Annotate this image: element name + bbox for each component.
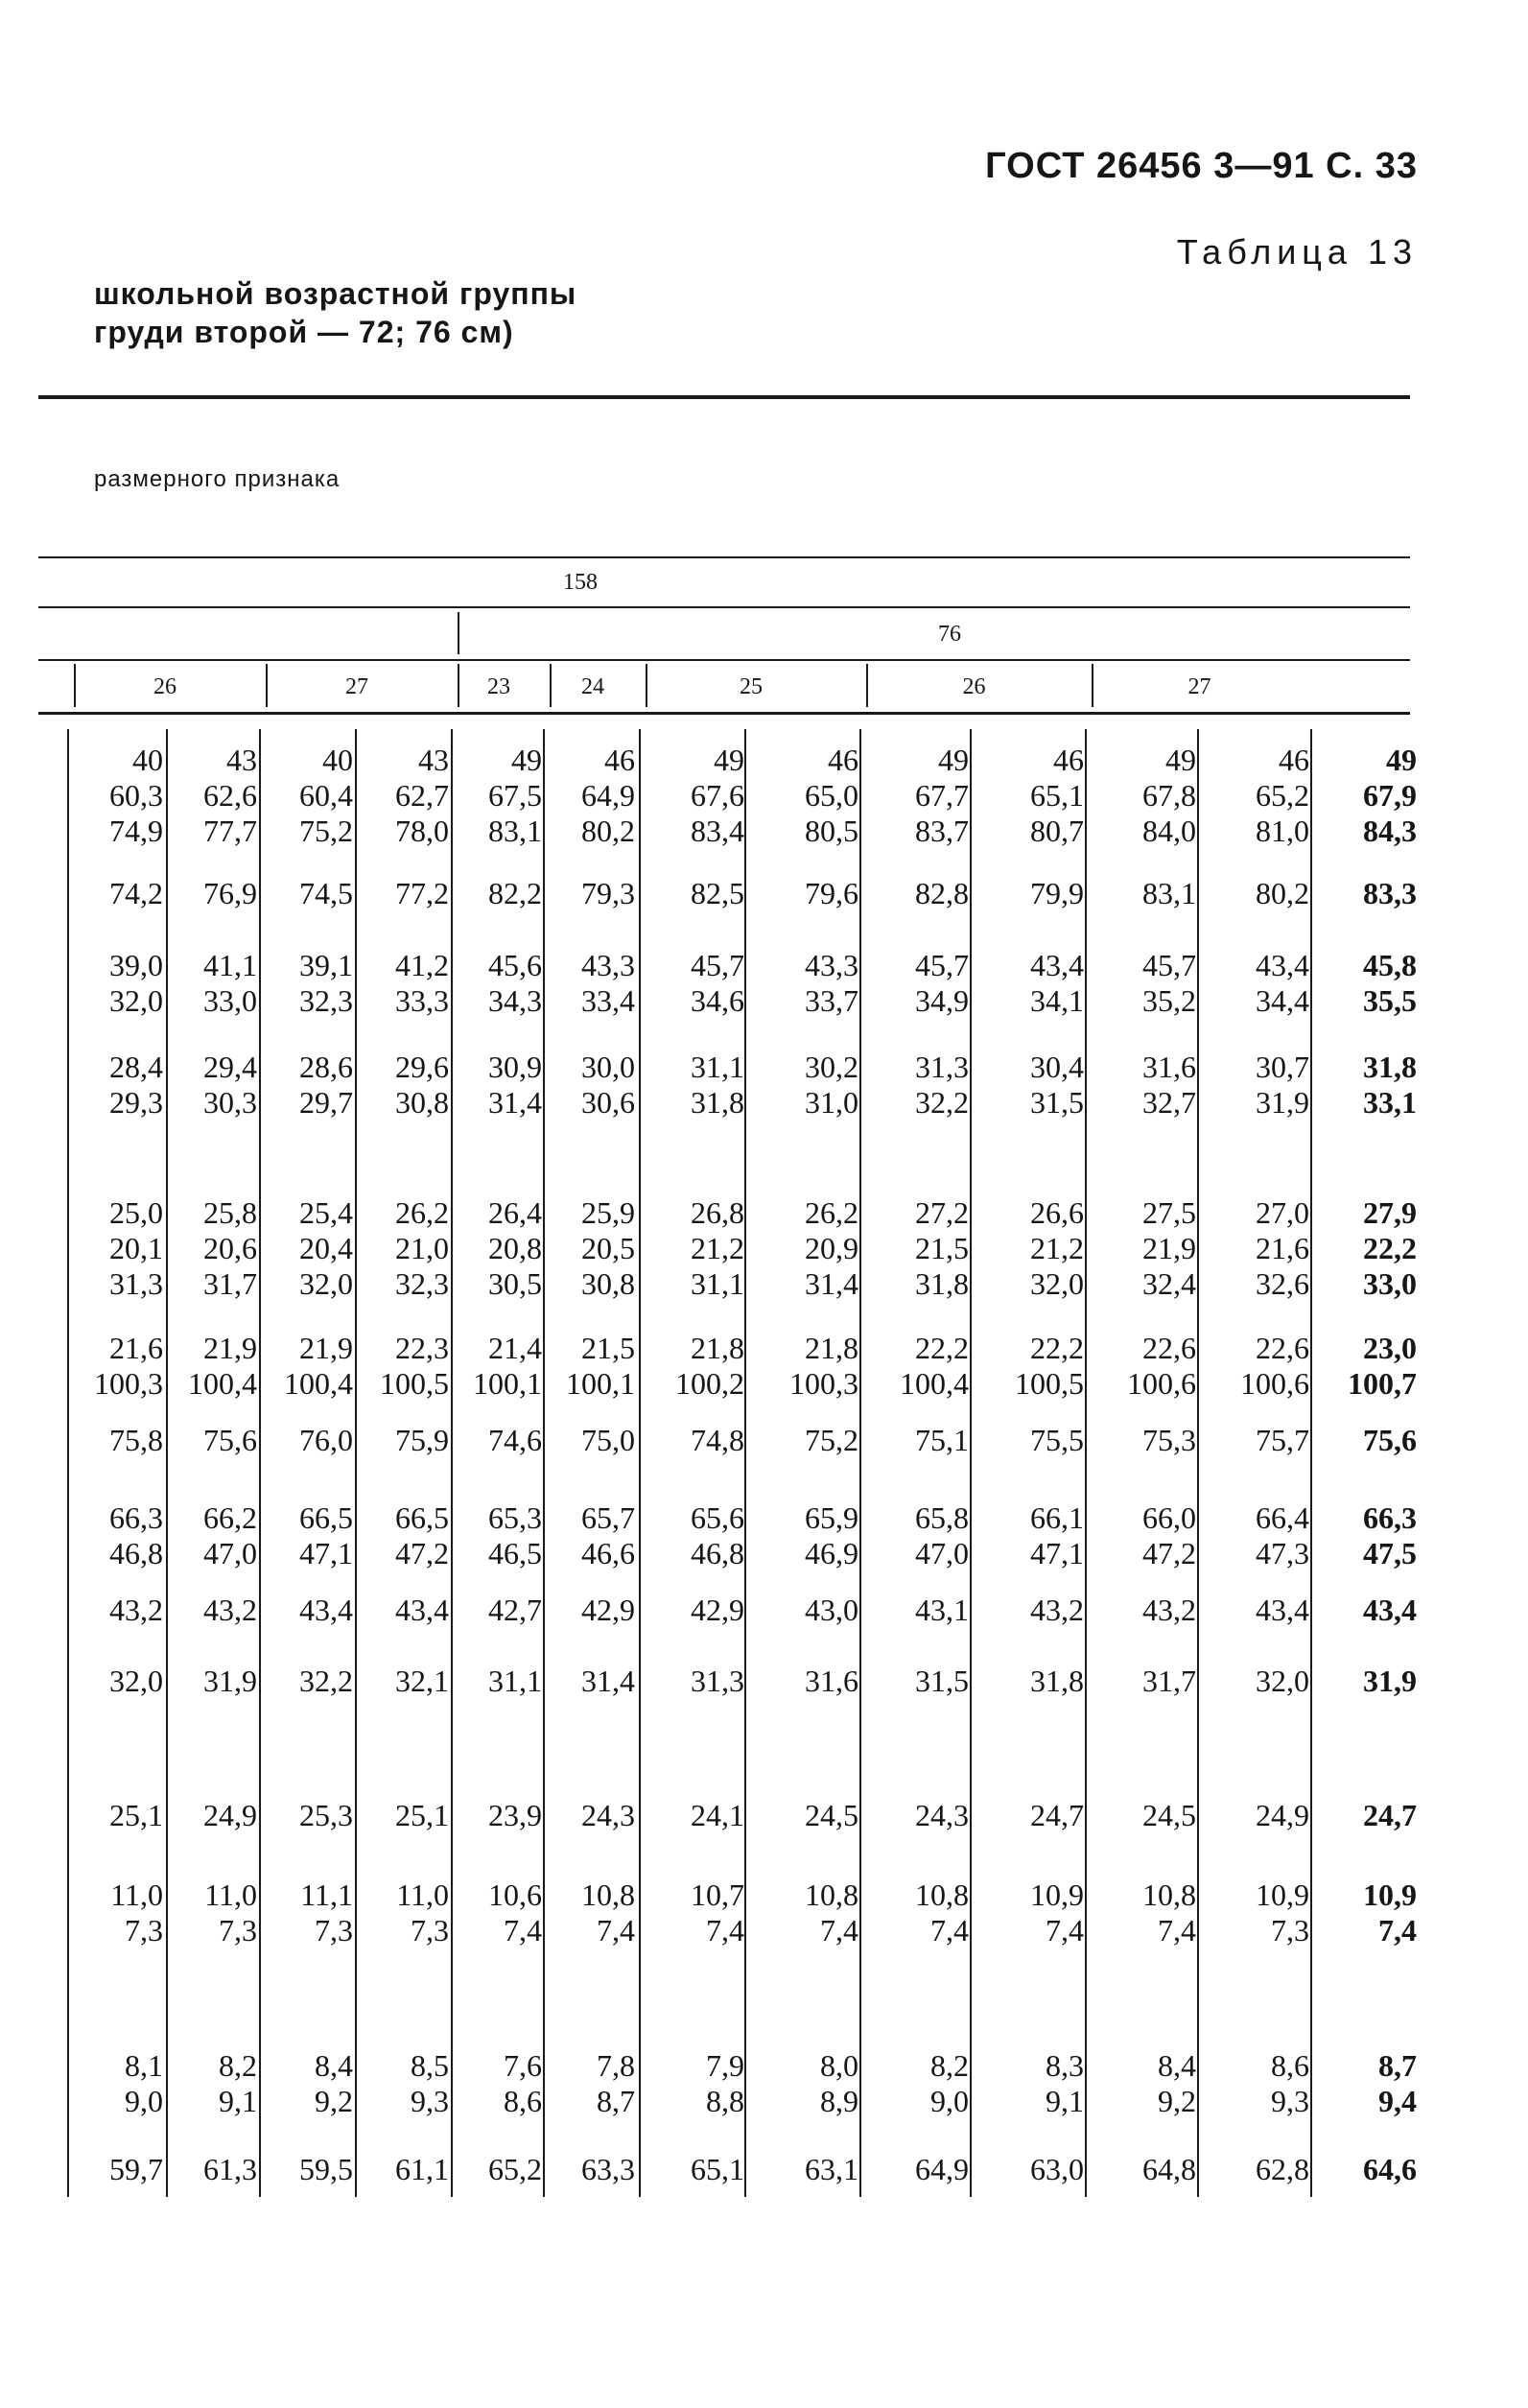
table-cell: 43,4 xyxy=(1363,1593,1417,1627)
table-cell: 64,8 xyxy=(1142,2152,1196,2186)
column-header-divider xyxy=(866,664,868,707)
table-cell: 31,3 32,2 xyxy=(915,1050,969,1120)
table-cell: 26,2 20,9 31,4 xyxy=(805,1195,858,1301)
table-cell: 26,4 20,8 30,5 xyxy=(488,1195,542,1301)
table-cell: 75,5 xyxy=(1030,1423,1084,1457)
title-rule xyxy=(38,395,1410,399)
table-cell: 63,0 xyxy=(1030,2152,1084,2186)
column-header-divider xyxy=(646,664,647,707)
table-cell: 21,9 100,4 xyxy=(284,1331,353,1401)
table-cell: 43,4 34,4 xyxy=(1256,948,1309,1018)
table-cell: 74,8 xyxy=(691,1423,744,1457)
table-cell: 25,1 xyxy=(395,1798,449,1832)
table-cell: 21,8 100,2 xyxy=(675,1331,744,1401)
table-cell: 25,9 20,5 30,8 xyxy=(581,1195,635,1301)
table-cell: 63,3 xyxy=(581,2152,635,2186)
table-cell: 22,6 100,6 xyxy=(1127,1331,1196,1401)
table-cell: 65,7 46,6 xyxy=(581,1500,635,1570)
table-cell: 22,2 100,4 xyxy=(900,1331,969,1401)
table-cell: 21,8 100,3 xyxy=(789,1331,858,1401)
table-cell: 8,2 9,1 xyxy=(219,2048,257,2118)
table-cell: 8,4 9,2 xyxy=(1158,2048,1196,2118)
table-cell: 31,9 xyxy=(1363,1664,1417,1698)
table-cell: 49 67,9 84,3 xyxy=(1363,743,1417,848)
table-cell: 31,6 xyxy=(805,1664,858,1698)
column-header: 24 xyxy=(581,674,604,699)
column-header-divider xyxy=(266,664,268,707)
table-cell: 43,4 xyxy=(395,1593,449,1627)
table-cell: 23,0 100,7 xyxy=(1348,1331,1417,1401)
table-cell: 46 65,1 80,7 xyxy=(1030,743,1084,848)
table-cell: 43 62,7 78,0 xyxy=(395,743,449,848)
table-cell: 24,5 xyxy=(1142,1798,1196,1832)
table-cell: 75,9 xyxy=(395,1423,449,1457)
table-cell: 43,4 34,1 xyxy=(1030,948,1084,1018)
table-cell: 66,4 47,3 xyxy=(1256,1500,1309,1570)
table-cell: 42,9 xyxy=(691,1593,744,1627)
table-cell: 7,6 8,6 xyxy=(504,2048,542,2118)
table-cell: 10,9 7,4 xyxy=(1030,1877,1084,1948)
table-cell: 74,6 xyxy=(488,1423,542,1457)
table-cell: 75,2 xyxy=(805,1423,858,1457)
table-cell: 24,3 xyxy=(915,1798,969,1832)
table-cell: 74,2 xyxy=(109,876,163,910)
table-cell: 8,2 9,0 xyxy=(930,2048,969,2118)
table-cell: 49 67,5 83,1 xyxy=(488,743,542,848)
table-cell: 39,1 32,3 xyxy=(299,948,353,1018)
table-cell: 8,4 9,2 xyxy=(315,2048,353,2118)
table-cell: 10,8 7,4 xyxy=(1142,1877,1196,1948)
table-cell: 31,8 33,1 xyxy=(1363,1050,1417,1120)
height-label: 158 xyxy=(563,570,598,595)
table-cell: 83,1 xyxy=(1142,876,1196,910)
table-cell: 31,6 32,7 xyxy=(1142,1050,1196,1120)
column-header-divider xyxy=(1092,664,1093,707)
chest-header-divider xyxy=(458,612,459,654)
table-cell: 31,1 31,8 xyxy=(691,1050,744,1120)
table-cell: 59,5 xyxy=(299,2152,353,2186)
column-header-divider xyxy=(550,664,552,707)
table-cell: 46 64,9 80,2 xyxy=(581,743,635,848)
table-cell: 43,2 xyxy=(109,1593,163,1627)
table-cell: 49 67,7 83,7 xyxy=(915,743,969,848)
table-cell: 26,2 21,0 32,3 xyxy=(395,1195,449,1301)
table-cell: 24,7 xyxy=(1030,1798,1084,1832)
table-cell: 22,6 100,6 xyxy=(1240,1331,1309,1401)
table-cell: 24,3 xyxy=(581,1798,635,1832)
table-cell: 77,2 xyxy=(395,876,449,910)
table-cell: 10,8 7,4 xyxy=(805,1877,858,1948)
table-label: Таблица 13 xyxy=(1176,232,1418,271)
table-cell: 26,6 21,2 32,0 xyxy=(1030,1195,1084,1301)
table-cell: 43,2 xyxy=(1030,1593,1084,1627)
table-cell: 79,3 xyxy=(581,876,635,910)
column-header: 26 xyxy=(153,674,176,699)
table-cell: 45,7 34,6 xyxy=(691,948,744,1018)
table-cell: 10,8 7,4 xyxy=(581,1877,635,1948)
table-cell: 46 65,2 81,0 xyxy=(1256,743,1309,848)
table-cell: 66,5 47,2 xyxy=(395,1500,449,1570)
table-cell: 24,7 xyxy=(1363,1798,1417,1832)
table-cell: 10,7 7,4 xyxy=(691,1877,744,1948)
table-cell: 45,7 34,9 xyxy=(915,948,969,1018)
table-cell: 65,3 46,5 xyxy=(488,1500,542,1570)
table-cell: 25,8 20,6 31,7 xyxy=(203,1195,257,1301)
table-cell: 24,5 xyxy=(805,1798,858,1832)
table-cell: 22,3 100,5 xyxy=(380,1331,449,1401)
table-cell: 23,9 xyxy=(488,1798,542,1832)
table-cell: 75,6 xyxy=(1363,1423,1417,1457)
table-cell: 43,2 xyxy=(203,1593,257,1627)
table-cell: 30,7 31,9 xyxy=(1256,1050,1309,1120)
table-cell: 30,9 31,4 xyxy=(488,1050,542,1120)
table-cell: 21,6 100,3 xyxy=(94,1331,163,1401)
table-cell: 66,3 47,5 xyxy=(1363,1500,1417,1570)
table-cell: 79,9 xyxy=(1030,876,1084,910)
table-cell: 8,7 9,4 xyxy=(1378,2048,1417,2118)
table-cell: 45,8 35,5 xyxy=(1363,948,1417,1018)
table-cell: 80,2 xyxy=(1256,876,1309,910)
table-cell: 79,6 xyxy=(805,876,858,910)
table-cell: 32,0 xyxy=(1256,1664,1309,1698)
table-cell: 62,8 xyxy=(1256,2152,1309,2186)
table-cell: 7,8 8,7 xyxy=(597,2048,635,2118)
table-cell: 8,0 8,9 xyxy=(820,2048,858,2118)
table-cell: 74,5 xyxy=(299,876,353,910)
table-cell: 24,9 xyxy=(1256,1798,1309,1832)
page-header: ГОСТ 26456 3—91 С. 33 xyxy=(985,146,1418,186)
table-cell: 75,0 xyxy=(581,1423,635,1457)
column-header: 27 xyxy=(1187,674,1211,699)
table-cell: 26,8 21,2 31,1 xyxy=(691,1195,744,1301)
table-cell: 11,1 7,3 xyxy=(300,1877,353,1948)
table-cell: 29,6 30,8 xyxy=(395,1050,449,1120)
table-cell: 10,6 7,4 xyxy=(488,1877,542,1948)
table-cell: 82,5 xyxy=(691,876,744,910)
table-cell: 27,5 21,9 32,4 xyxy=(1142,1195,1196,1301)
table-cell: 66,2 47,0 xyxy=(203,1500,257,1570)
table-cell: 32,1 xyxy=(395,1664,449,1698)
table-cell: 43,4 xyxy=(299,1593,353,1627)
table-cell: 63,1 xyxy=(805,2152,858,2186)
table-cell: 64,6 xyxy=(1363,2152,1417,2186)
column-header: 27 xyxy=(345,674,368,699)
table-cell: 75,8 xyxy=(109,1423,163,1457)
table-title-line-2: груди второй — 72; 76 см) xyxy=(94,315,514,349)
table-cell: 25,4 20,4 32,0 xyxy=(299,1195,353,1301)
table-cell: 42,9 xyxy=(581,1593,635,1627)
table-cell: 43,1 xyxy=(915,1593,969,1627)
table-cell: 65,2 xyxy=(488,2152,542,2186)
table-cell: 31,5 xyxy=(915,1664,969,1698)
table-cell: 76,0 xyxy=(299,1423,353,1457)
table-cell: 75,7 xyxy=(1256,1423,1309,1457)
table-cell: 42,7 xyxy=(488,1593,542,1627)
table-cell: 10,9 7,4 xyxy=(1363,1877,1417,1948)
table-cell: 28,6 29,7 xyxy=(299,1050,353,1120)
table-cell: 49 67,8 84,0 xyxy=(1142,743,1196,848)
table-cell: 75,1 xyxy=(915,1423,969,1457)
height-header-rule xyxy=(38,606,1410,608)
column-header: 26 xyxy=(962,674,986,699)
table-cell: 41,1 33,0 xyxy=(203,948,257,1018)
table-cell: 40 60,4 75,2 xyxy=(299,743,353,848)
table-title-line-1: школьной возрастной группы xyxy=(94,276,577,311)
table-cell: 21,5 100,1 xyxy=(566,1331,635,1401)
table-cell: 49 67,6 83,4 xyxy=(691,743,744,848)
table-cell: 25,1 xyxy=(109,1798,163,1832)
table-cell: 11,0 7,3 xyxy=(110,1877,163,1948)
table-cell: 65,9 46,9 xyxy=(805,1500,858,1570)
table-cell: 76,9 xyxy=(203,876,257,910)
table-cell: 31,3 xyxy=(691,1664,744,1698)
table-cell: 65,8 47,0 xyxy=(915,1500,969,1570)
chest-label: 76 xyxy=(938,622,961,647)
table-cell: 31,1 xyxy=(488,1664,542,1698)
table-cell: 32,0 xyxy=(109,1664,163,1698)
table-cell: 65,1 xyxy=(691,2152,744,2186)
table-cell: 61,1 xyxy=(395,2152,449,2186)
table-top-rule xyxy=(38,556,1410,558)
table-cell: 10,8 7,4 xyxy=(915,1877,969,1948)
column-header-rule xyxy=(38,712,1410,715)
table-cell: 28,4 29,3 xyxy=(109,1050,163,1120)
table-cell: 21,4 100,1 xyxy=(473,1331,542,1401)
table-cell: 66,3 46,8 xyxy=(109,1500,163,1570)
table-cell: 46 65,0 80,5 xyxy=(805,743,858,848)
table-cell: 10,9 7,3 xyxy=(1256,1877,1309,1948)
table-cell: 31,9 xyxy=(203,1664,257,1698)
table-cell: 31,8 xyxy=(1030,1664,1084,1698)
table-cell: 27,0 21,6 32,6 xyxy=(1256,1195,1309,1301)
table-cell: 24,1 xyxy=(691,1798,744,1832)
table-cell: 43,3 33,7 xyxy=(805,948,858,1018)
table-cell: 59,7 xyxy=(109,2152,163,2186)
table-cell: 21,9 100,4 xyxy=(188,1331,257,1401)
table-cell: 30,4 31,5 xyxy=(1030,1050,1084,1120)
table-cell: 82,8 xyxy=(915,876,969,910)
table-cell: 31,4 xyxy=(581,1664,635,1698)
table-cell: 82,2 xyxy=(488,876,542,910)
table-cell: 40 60,3 74,9 xyxy=(109,743,163,848)
table-cell: 11,0 7,3 xyxy=(204,1877,257,1948)
table-cell: 83,3 xyxy=(1363,876,1417,910)
table-cell: 75,6 xyxy=(203,1423,257,1457)
table-cell: 25,0 20,1 31,3 xyxy=(109,1195,163,1301)
table-cell: 27,9 22,2 33,0 xyxy=(1363,1195,1417,1301)
column-header-divider xyxy=(74,664,76,707)
table-cell: 65,6 46,8 xyxy=(691,1500,744,1570)
table-cell: 41,2 33,3 xyxy=(395,948,449,1018)
column-header: 25 xyxy=(740,674,763,699)
table-cell: 45,6 34,3 xyxy=(488,948,542,1018)
table-cell: 43,4 xyxy=(1256,1593,1309,1627)
column-header-divider xyxy=(458,664,459,707)
table-cell: 75,3 xyxy=(1142,1423,1196,1457)
table-cell: 64,9 xyxy=(915,2152,969,2186)
table-cell: 8,1 9,0 xyxy=(125,2048,163,2118)
table-cell: 27,2 21,5 31,8 xyxy=(915,1195,969,1301)
table-cell: 30,2 31,0 xyxy=(805,1050,858,1120)
table-cell: 39,0 32,0 xyxy=(109,948,163,1018)
table-cell: 25,3 xyxy=(299,1798,353,1832)
table-cell: 8,3 9,1 xyxy=(1046,2048,1084,2118)
table-cell: 43,3 33,4 xyxy=(581,948,635,1018)
table-cell: 66,5 47,1 xyxy=(299,1500,353,1570)
table-cell: 29,4 30,3 xyxy=(203,1050,257,1120)
table-cell: 24,9 xyxy=(203,1798,257,1832)
column-header: 23 xyxy=(487,674,510,699)
table-cell: 30,0 30,6 xyxy=(581,1050,635,1120)
table-cell: 43,0 xyxy=(805,1593,858,1627)
table-cell: 31,7 xyxy=(1142,1664,1196,1698)
table-cell: 7,9 8,8 xyxy=(706,2048,744,2118)
table-cell: 43,2 xyxy=(1142,1593,1196,1627)
table-cell: 32,2 xyxy=(299,1664,353,1698)
chest-header-rule xyxy=(38,659,1410,661)
table-cell: 8,6 9,3 xyxy=(1271,2048,1309,2118)
table-cell: 66,1 47,1 xyxy=(1030,1500,1084,1570)
table-cell: 43 62,6 77,7 xyxy=(203,743,257,848)
table-cell: 66,0 47,2 xyxy=(1142,1500,1196,1570)
table-cell: 11,0 7,3 xyxy=(396,1877,449,1948)
table-cell: 45,7 35,2 xyxy=(1142,948,1196,1018)
table-cell: 8,5 9,3 xyxy=(411,2048,449,2118)
column-label: размерного признака xyxy=(94,466,341,492)
table-cell: 22,2 100,5 xyxy=(1015,1331,1084,1401)
table-cell: 61,3 xyxy=(203,2152,257,2186)
